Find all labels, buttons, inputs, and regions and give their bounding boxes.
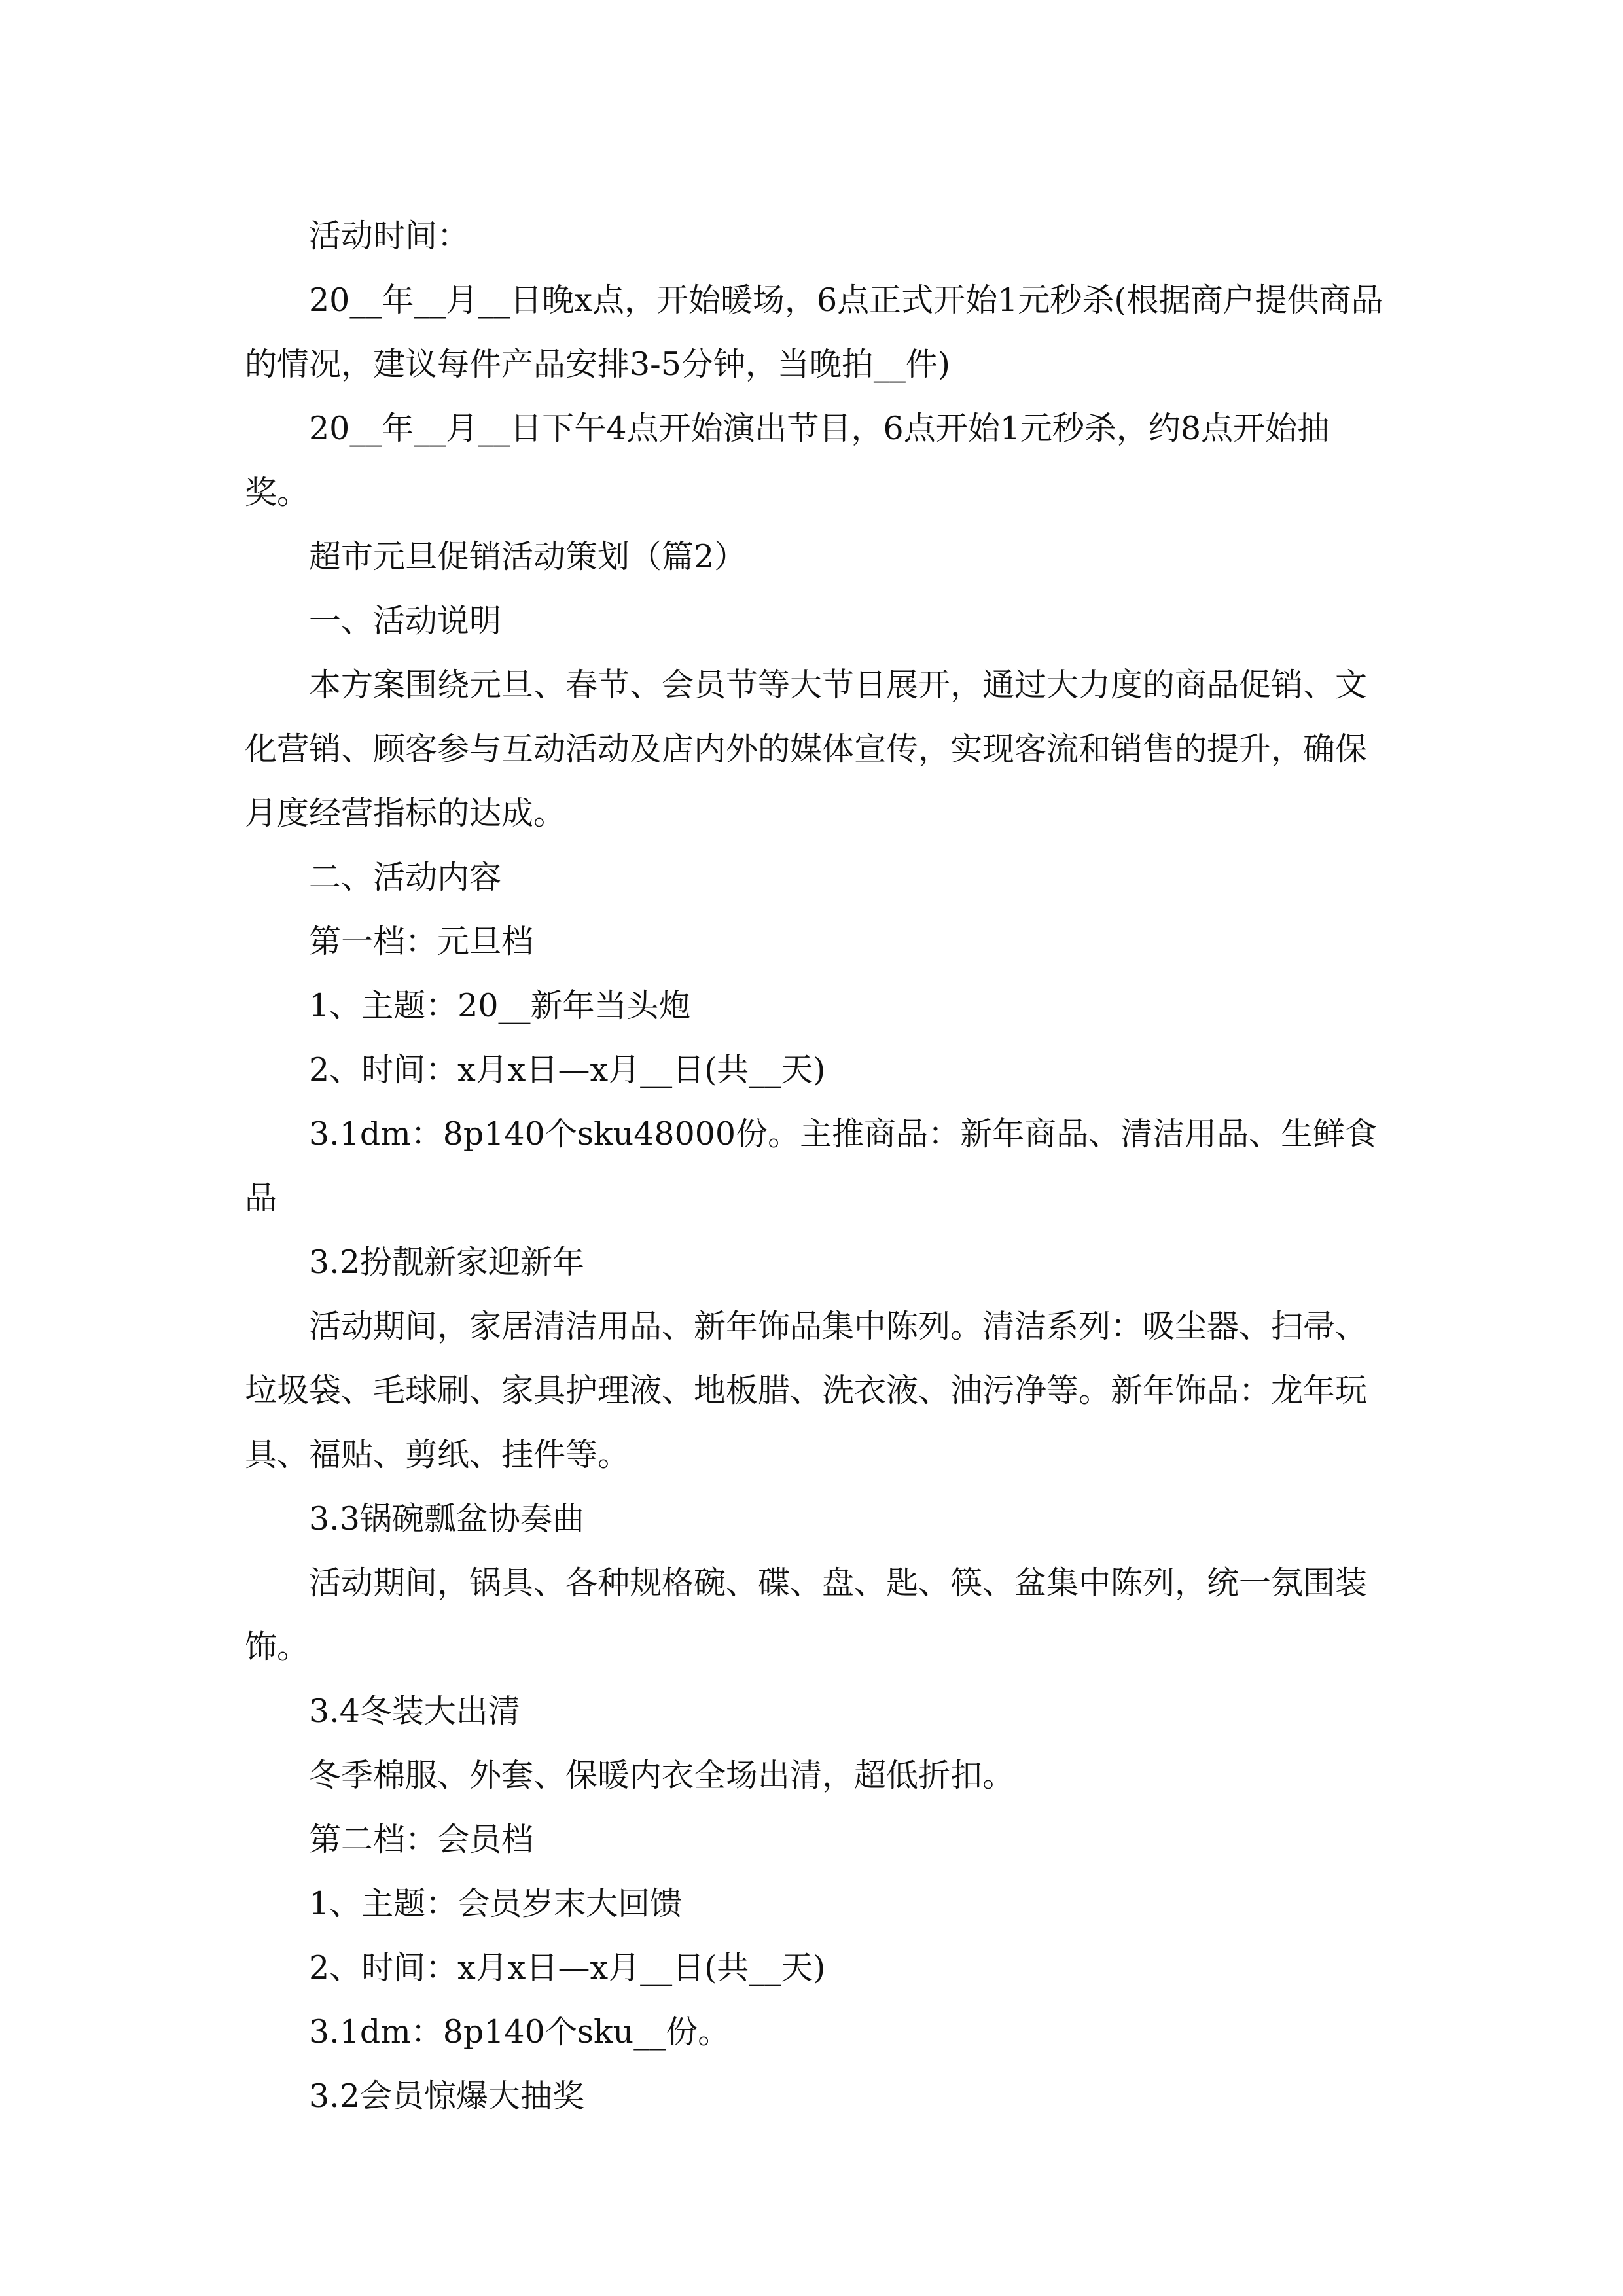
subheading-3-2: 3.2扮靓新家迎新年 xyxy=(309,1244,584,1281)
item-dm-2: 3.1dm：8p140个sku__份。 xyxy=(309,2013,730,2051)
item-dm-1: 3.1dm：8p140个sku48000份。主推商品：新年商品、清洁用品、生鲜食品 xyxy=(245,1115,1378,1217)
paragraph-plan-overview: 本方案围绕元旦、春节、会员节等大节日展开，通过大力度的商品促销、文化营销、顾客参与互动活动及店内外的媒体宣传，实现客流和销售的提升，确保月度经营指标的达成。 xyxy=(245,666,1368,832)
document-body xyxy=(245,204,1387,2128)
section-title-part-2: 超市元旦促销活动策划（篇2） xyxy=(309,538,747,575)
paragraph-activity-time-heading: 活动时间： xyxy=(309,217,470,255)
heading-first-period: 第一档：元旦档 xyxy=(309,923,534,960)
item-time-1: 2、时间：x月x日—x月__日(共__天) xyxy=(309,1051,826,1088)
paragraph-afternoon-schedule: 20__年__月__日下午4点开始演出节目，6点开始1元秒杀，约8点开始抽奖。 xyxy=(245,410,1330,511)
paragraph-kitchenware: 活动期间，锅具、各种规格碗、碟、盘、匙、筷、盆集中陈列，统一氛围装饰。 xyxy=(245,1564,1368,1666)
heading-activity-description: 一、活动说明 xyxy=(309,602,502,639)
item-theme-1: 1、主题：20__新年当头炮 xyxy=(309,987,691,1024)
subheading-3-4: 3.4冬装大出清 xyxy=(309,1693,520,1730)
subheading-3-3: 3.3锅碗瓢盆协奏曲 xyxy=(309,1500,584,1537)
item-theme-2: 1、主题：会员岁末大回馈 xyxy=(309,1885,683,1922)
heading-activity-content: 二、活动内容 xyxy=(309,859,502,896)
subheading-member-lottery: 3.2会员惊爆大抽奖 xyxy=(309,2077,584,2115)
paragraph-winter-clearance: 冬季棉服、外套、保暖内衣全场出清，超低折扣。 xyxy=(309,1757,1015,1794)
paragraph-evening-schedule: 20__年__月__日晚x点，开始暖场，6点正式开始1元秒杀(根据商户提供商品的情况，建议每件产品安排3-5分钟，当晚拍__件) xyxy=(245,281,1383,383)
paragraph-cleaning-decor: 活动期间，家居清洁用品、新年饰品集中陈列。清洁系列：吸尘器、扫帚、垃圾袋、毛球刷、家具护理液、地板腊、洗衣液、油污净等。新年饰品：龙年玩具、福贴、剪纸、挂件等。 xyxy=(245,1308,1368,1473)
item-time-2: 2、时间：x月x日—x月__日(共__天) xyxy=(309,1949,826,1986)
heading-second-period: 第二档：会员档 xyxy=(309,1821,534,1858)
